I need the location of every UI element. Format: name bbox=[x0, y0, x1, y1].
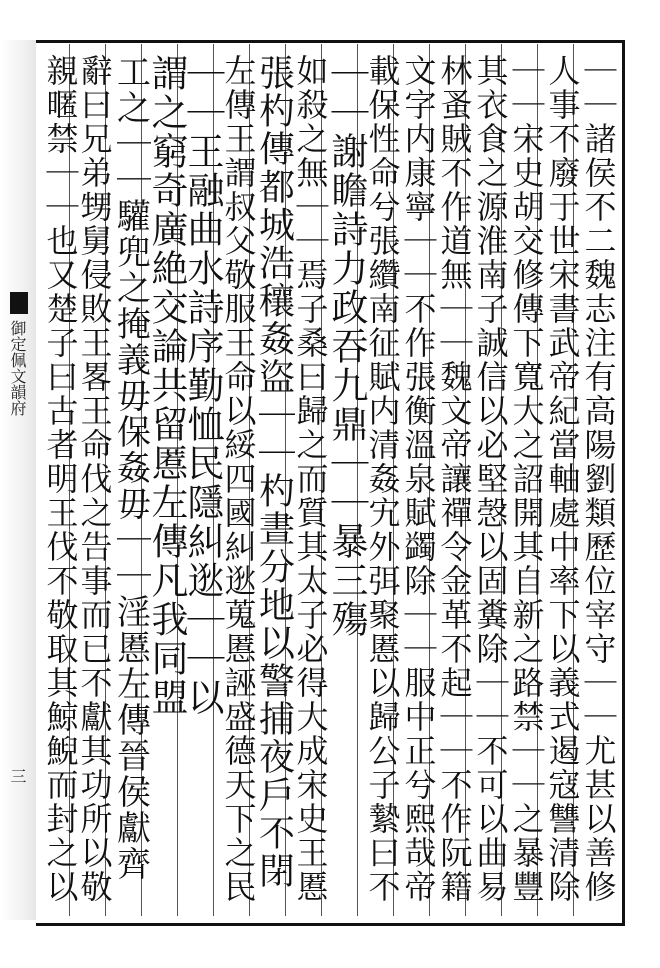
text-column: ｜｜宋史胡交修傳下寬大之詔開其自新之路禁｜｜之暴豐 bbox=[507, 54, 546, 904]
text-column: ｜｜王融曲水詩序勤恤民隱糾逖｜｜以 bbox=[181, 54, 224, 717]
text-column: 謂之窮奇廣絶交論共留慝左傳凡我同盟 bbox=[145, 54, 188, 717]
text-column: 親暱禁｜｜也又楚子曰古者明王伐不敬取其鯨鯢而封之以 bbox=[41, 54, 80, 904]
text-column: ｜｜謝瞻詩力政吞九鼎｜｜暴三殤 bbox=[325, 54, 368, 639]
text-column: 工之｜｜驩兜之掩義毋保姦毋｜｜淫慝左傳晉侯獻齊 bbox=[110, 54, 151, 882]
folio-number: 三 bbox=[8, 768, 27, 784]
text-column: 辭曰兄弟甥舅侵敗王畧王命伐之告事而已不獻其功所以敬 bbox=[75, 54, 114, 904]
book-title-label: 御定佩文韻府 bbox=[8, 320, 27, 416]
text-column: 林蚤賊不作道無｜｜魏文帝讓禪令金革不起｜｜不作阮籍 bbox=[435, 54, 474, 904]
text-column: 人事不廢于世宋書武帝紀當軸處中率下以義式遏寇讐清除 bbox=[543, 54, 582, 904]
fish-tail-mark bbox=[10, 292, 28, 314]
text-column: 如殺之無｜｜焉子桑曰歸之而質其太子必得大成宋史王慝 bbox=[291, 54, 330, 904]
text-column: 載保性命兮張纘南征賦内清姦宄外弭聚慝以歸公子縶曰不 bbox=[363, 54, 402, 904]
text-column: 張杓傳都城浩穰姦盜｜｜杓晝分地以警捕夜戶不閉 bbox=[253, 54, 295, 890]
text-column: 其衣食之源淮南子誠信以必堅愨以固糞除｜｜不可以曲易 bbox=[471, 54, 510, 904]
text-column: 左傳王謂叔父敬服王命以綏四國糾逖蒐慝誣盛德天下之民 bbox=[219, 54, 258, 904]
page-gutter bbox=[0, 40, 36, 920]
text-column: 文字内康寧｜｜不作張衡溫泉賦蠲除｜｜服中正兮熙哉帝 bbox=[399, 54, 438, 904]
text-column: ｜｜諸侯不二魏志注有高陽劉類歷位宰守｜｜尤甚以善修 bbox=[579, 54, 618, 904]
